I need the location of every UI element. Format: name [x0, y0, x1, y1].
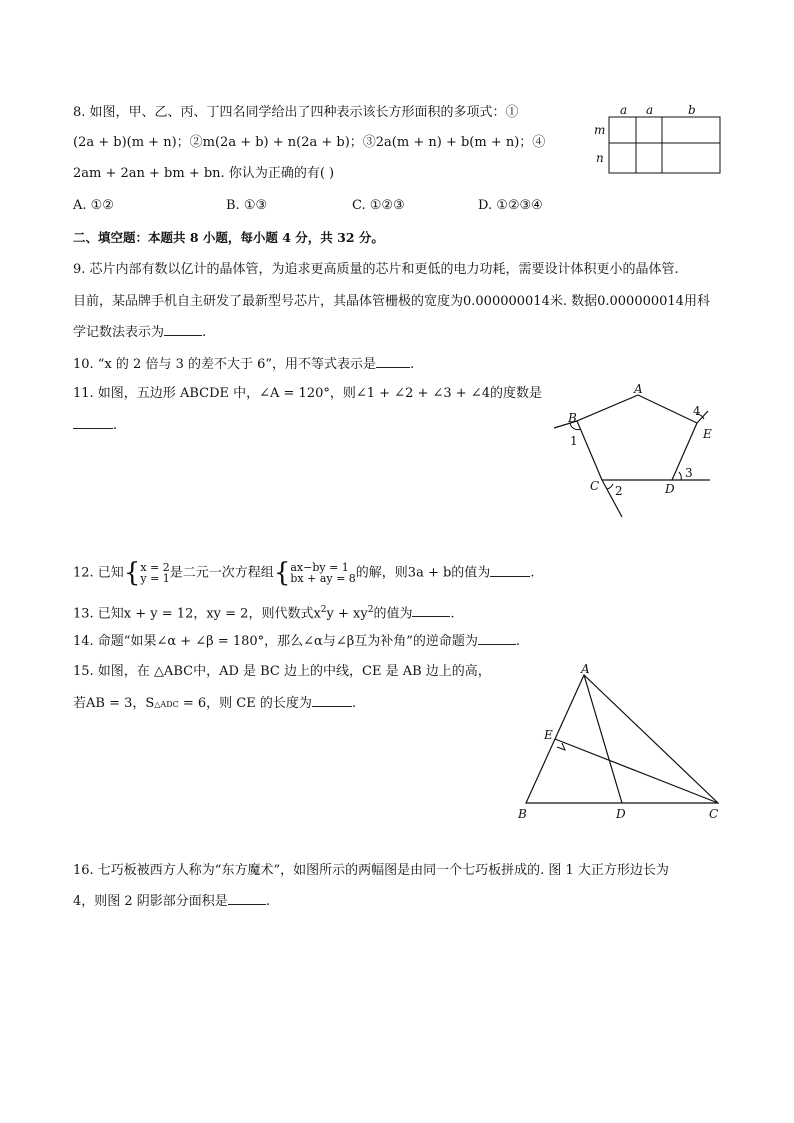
q15-label-A: A — [581, 662, 590, 676]
q12-sys1-eq1: x = 2 — [140, 561, 170, 574]
q15-line2-pre: 若AB = 3，S — [73, 696, 155, 711]
q11-label-A: A — [634, 382, 643, 396]
q12-sys2-eq1: ax−by = 1 — [290, 561, 349, 574]
q11-label-1: 1 — [570, 434, 578, 448]
q12-system-1 — [140, 562, 169, 584]
q9-line1: 9. 芯片内部有数以亿计的晶体管，为追求更高质量的芯片和更低的电力功耗，需要设计体积更小的晶体管. — [73, 262, 679, 277]
q15-label-D: D — [616, 807, 626, 821]
q12-post: 的解，则3a + b的值为 — [355, 565, 491, 581]
q12-system-2 — [290, 562, 355, 584]
q11-label-4: 4 — [693, 404, 701, 418]
q8-option-b: B. ①③ — [226, 198, 268, 213]
q12: 12. 已知{x = 2 y = 1是二元一次方程组{ax−by = 1 bx + ay = 8的解，则3a + b的值为 . — [73, 558, 535, 588]
q15-triangle-figure — [510, 662, 730, 825]
q12-pre: 12. 已知 — [73, 565, 124, 581]
q8-fig-label-b: b — [688, 103, 696, 117]
q13-pre: 13. 已知x + y = 12，xy = 2，则代数式x — [73, 606, 321, 622]
q13-post: 的值为 — [373, 606, 413, 622]
q11-label-3: 3 — [685, 466, 693, 480]
q11-pentagon-figure — [550, 383, 720, 523]
q16-line2-text: 4，则图 2 阴影部分面积是 — [73, 894, 228, 909]
answer-blank — [73, 416, 113, 429]
section-heading: 二、填空题：本题共 8 小题，每小题 4 分，共 32 分。 — [73, 230, 384, 245]
q12-mid: 是二元一次方程组 — [169, 565, 274, 581]
q8-fig-label-m: m — [594, 123, 606, 137]
q8-fig-label-a2: a — [646, 103, 654, 117]
q15-label-C: C — [709, 807, 719, 821]
answer-blank — [412, 604, 450, 617]
q15-line1: 15. 如图，在 △ABC中，AD 是 BC 边上的中线，CE 是 AB 边上的高， — [73, 664, 491, 679]
answer-blank — [164, 323, 202, 336]
q15-line2-post: = 6，则 CE 的长度为 — [178, 696, 312, 711]
q13-mid: y + xy — [326, 606, 368, 622]
q15-label-B: B — [518, 807, 527, 821]
q13-exp2: 2 — [367, 605, 374, 615]
q9-line3-text: 学记数法表示为 — [73, 325, 165, 340]
q11-label-B: B — [568, 411, 577, 425]
q14: 14. 命题“如果∠α + ∠β = 180°，那么∠α与∠β互为补角”的逆命题为 . — [73, 634, 521, 649]
answer-blank — [312, 694, 352, 707]
q13: 13. 已知x + y = 12，xy = 2，则代数式$x^2y + xy^2$的值为 . — [73, 605, 455, 622]
answer-blank — [478, 632, 516, 645]
q11-label-D: D — [665, 482, 675, 496]
q12-sys2-eq2: bx + ay = 8 — [290, 572, 356, 585]
q8-option-a: A. ①② — [73, 198, 114, 213]
q9-line2: 目前，某品牌手机自主研发了最新型号芯片，其晶体管栅极的宽度为0.000000014米. 数据0.000000014用科 — [73, 294, 710, 309]
q10: 10. “x 的 2 倍与 3 的差不大于 6”，用不等式表示是 . — [73, 357, 415, 372]
q15-label-E: E — [544, 728, 553, 742]
q9-line3: 学记数法表示为 . — [73, 325, 207, 340]
q15-line2: 若AB = 3，S△ADC = 6，则 CE 的长度为 . — [73, 696, 357, 711]
q11-label-E: E — [703, 427, 712, 441]
q12-sys1-eq2: y = 1 — [140, 572, 170, 585]
q11-label-C: C — [590, 479, 600, 493]
answer-blank — [490, 564, 530, 577]
q14-text: 14. 命题“如果∠α + ∠β = 180°，那么∠α与∠β互为补角”的逆命题为 — [73, 634, 478, 649]
q11-label-2: 2 — [615, 484, 623, 498]
q13-exp1: 2 — [320, 605, 327, 615]
q15-sub: △ADC — [154, 700, 179, 709]
q11-line2: . — [73, 416, 117, 435]
q8-option-c: C. ①②③ — [352, 198, 405, 213]
q8-fig-label-n: n — [596, 151, 604, 165]
q16-line2: 4，则图 2 阴影部分面积是 . — [73, 894, 270, 909]
q16-line1: 16. 七巧板被西方人称为“东方魔术”，如图所示的两幅图是由同一个七巧板拼成的. 图 1 大正方形边长为 — [73, 863, 669, 878]
q8-line2: (2a + b)(m + n)；②m(2a + b) + n(2a + b)；③2a(m + n) + b(m + n)；④ — [73, 135, 546, 150]
q8-option-d: D. ①②③④ — [478, 198, 543, 213]
q8-rectangle-figure — [590, 100, 730, 180]
answer-blank — [376, 355, 410, 368]
q8-line1: 8. 如图，甲、乙、丙、丁四名同学给出了四种表示该长方形面积的多项式：① — [73, 105, 519, 120]
q8-line3: 2am + 2an + bm + bn. 你认为正确的有( ) — [73, 166, 335, 181]
q8-fig-label-a1: a — [620, 103, 628, 117]
answer-blank — [228, 892, 266, 905]
q11-text: 11. 如图，五边形 ABCDE 中，∠A = 120°，则∠1 + ∠2 + ∠3 + ∠4的度数是 — [73, 386, 542, 401]
q10-text: 10. “x 的 2 倍与 3 的差不大于 6”，用不等式表示是 — [73, 357, 377, 372]
